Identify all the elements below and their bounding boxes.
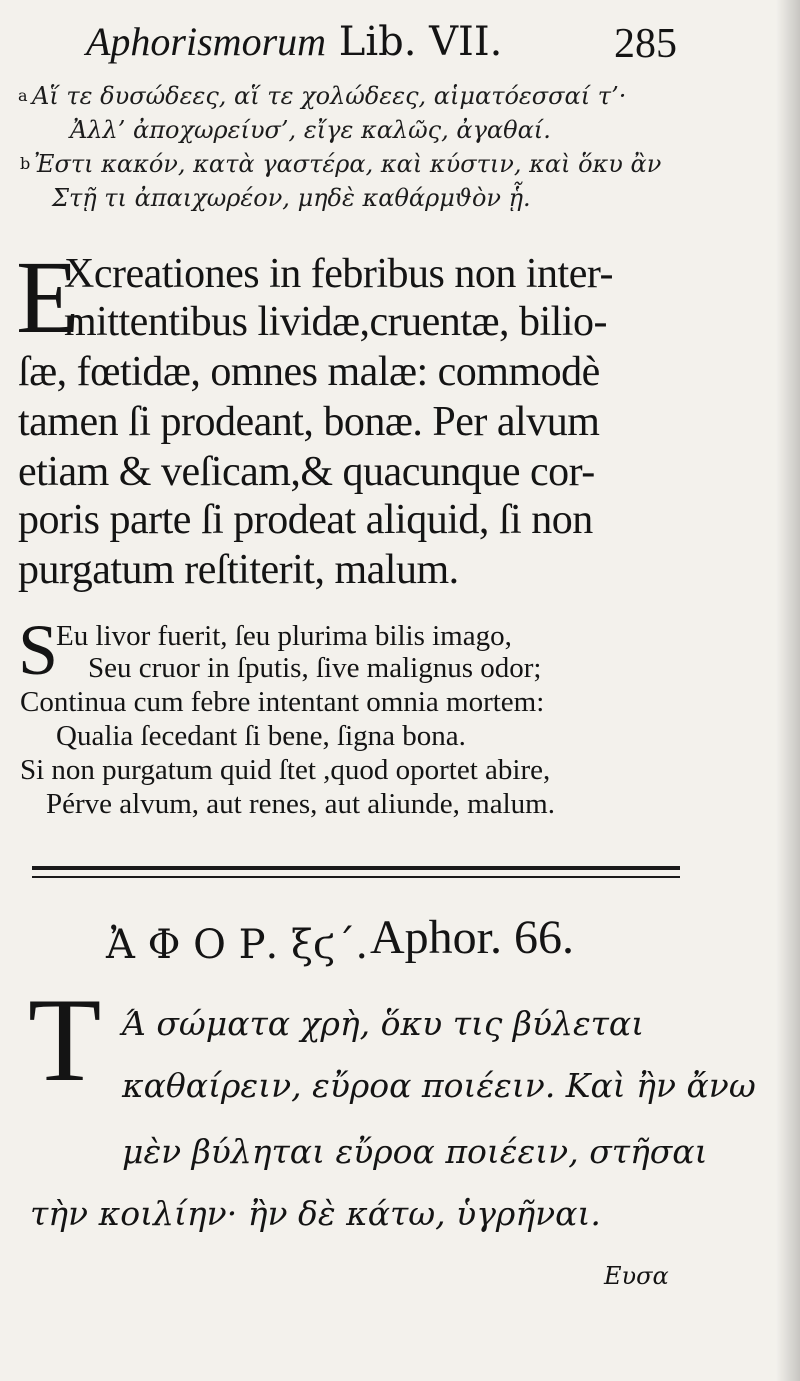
greek-line: τὴν κοιλίην· ἢν δὲ κάτω, ὑγρῆναι. xyxy=(30,1194,601,1233)
greek-verse-line: Ἀλλ’ ἀποχωρείυσ’, εἴγε καλῶς, ἀγαθαί. xyxy=(70,116,551,144)
latin-line: mittentibus lividæ,cruentæ, bilio- xyxy=(64,299,607,345)
greek-line: Ά σώματα χρὴ, ὅκυ τις βύλεται xyxy=(122,1004,645,1043)
latin-line: Xcreationes in febribus non inter- xyxy=(64,251,613,297)
verse-line: Qualia ſecedant ſi bene, ſigna bona. xyxy=(56,720,466,752)
latin-line: ſæ, fœtidæ, omnes malæ: commodè xyxy=(18,349,600,395)
page-edge-shadow xyxy=(776,0,800,1381)
verse-line: Seu cruor in ſputis, ſive malignus odor; xyxy=(88,652,542,684)
verse-line: Continua cum febre intentant omnia mortem: xyxy=(20,686,545,718)
ornamental-rule-top xyxy=(32,866,680,870)
aphorism-heading-latin: Aphor. 66. xyxy=(370,911,574,964)
catchword: Ευσα xyxy=(604,1262,669,1290)
verse-line: Pérve alvum, aut renes, aut aliunde, malum. xyxy=(46,788,555,820)
page-number: 285 xyxy=(614,21,677,67)
latin-line: purgatum reſtiterit, malum. xyxy=(18,547,459,593)
greek-verse-line: Αἵ τε δυσώδεες, αἵ τε χολώδεες, αἱματόεσσαί τ’· xyxy=(32,82,627,110)
latin-line: etiam & veſicam,& quacunque cor- xyxy=(18,449,595,495)
greek-line: μὲν βύληται εὔροα ποιέειν, στῆσαι xyxy=(122,1132,708,1171)
verse-marker: a xyxy=(18,86,28,105)
running-head-book: Lib. VII. xyxy=(338,19,503,65)
verse-line: Si non purgatum quid ſtet ,quod oportet abire, xyxy=(20,754,551,786)
latin-line: poris parte ſi prodeat aliquid, ſi non xyxy=(18,497,593,543)
greek-verse-line: Στῇ τι ἀπαιχωρέον, μηδὲ καθάρμϑὸν ᾗ. xyxy=(52,184,531,212)
ornamental-rule-bottom xyxy=(32,876,680,878)
drop-cap-e: E xyxy=(16,240,80,355)
verse-marker: b xyxy=(20,154,31,173)
running-head-title: Aphorismorum xyxy=(86,19,327,64)
aphorism-heading-greek: Ἀ Φ Ο Ρ. ξϛ΄. xyxy=(106,922,369,968)
verse-line: Eu livor fuerit, ſeu plurima bilis imago, xyxy=(56,620,512,652)
latin-line: tamen ſi prodeant, bonæ. Per alvum xyxy=(18,399,600,445)
greek-line: καθαίρειν, εὔροα ποιέειν. Καὶ ἢν ἄνω xyxy=(122,1066,756,1105)
drop-cap-t: T xyxy=(28,973,102,1106)
greek-verse-line: Ἐστι κακόν, κατὰ γαστέρα, καὶ κύστιν, καὶ ὅκυ ἂν xyxy=(34,150,662,178)
drop-cap-s: S xyxy=(18,610,59,690)
running-head xyxy=(86,18,502,65)
